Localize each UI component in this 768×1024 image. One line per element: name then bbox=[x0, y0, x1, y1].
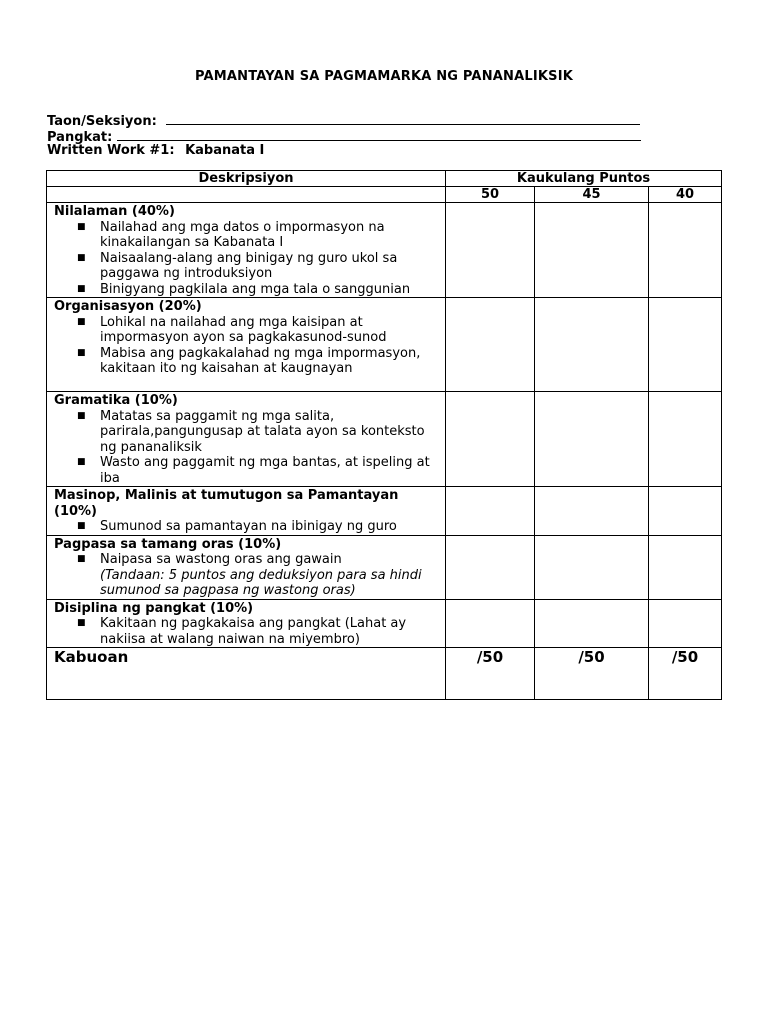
score-cell-40[interactable] bbox=[649, 487, 722, 536]
criterion-row bbox=[47, 599, 722, 648]
criterion-item: ■ Binigyang pagkilala ang mga tala o sanggunian bbox=[77, 281, 411, 297]
bullet-icon: ■ bbox=[77, 521, 86, 531]
criterion-cell bbox=[47, 487, 446, 536]
field-value: Kabanata I bbox=[185, 143, 265, 158]
score-cell-50[interactable] bbox=[446, 298, 535, 392]
rubric-table bbox=[46, 170, 722, 700]
score-cell-45[interactable] bbox=[535, 535, 649, 599]
field-taon-seksiyon bbox=[47, 112, 640, 129]
bullet-icon: ■ bbox=[77, 221, 86, 232]
score-cell-40[interactable] bbox=[649, 203, 722, 298]
criterion-item: ■ Mabisa ang pagkakalahad ng mga impormasyon, kakitaan ito ng kaisahan at kaugnayan bbox=[77, 345, 421, 376]
total-score-40[interactable]: /50 bbox=[649, 648, 722, 700]
total-label: Kabuoan bbox=[47, 648, 446, 700]
criterion-heading: Organisasyon (20%) bbox=[54, 299, 202, 314]
criterion-item: ■ Naipasa sa wastong oras ang gawain (Tandaan: 5 puntos ang deduksiyon para sa hindi sumunod sa pagpasa ng wastong oras) bbox=[100, 552, 439, 599]
header-points: Kaukulang Puntos bbox=[446, 171, 722, 187]
field-label: Pangkat: bbox=[47, 130, 113, 145]
criterion-heading: Pagpasa sa tamang oras (10%) bbox=[54, 536, 282, 552]
score-cell-50[interactable] bbox=[446, 203, 535, 298]
header-level-45: 45 bbox=[535, 187, 649, 203]
deduction-note: (Tandaan: 5 puntos ang deduksiyon para sa hindi sumunod sa pagpasa ng wastong oras) bbox=[100, 567, 422, 598]
criterion-heading: Masinop, Malinis at tumutugon sa Pamantayan (10%) bbox=[54, 488, 399, 519]
total-row bbox=[47, 648, 722, 700]
bullet-icon: ■ bbox=[77, 283, 86, 294]
bullet-icon: ■ bbox=[77, 410, 86, 421]
criterion-cell bbox=[47, 599, 446, 648]
field-written-work bbox=[47, 143, 264, 158]
criterion-item: ■ Lohikal na nailahad ang mga kaisipan at impormasyon ayon sa pagkakasunod-sunod bbox=[77, 314, 387, 345]
criterion-item: ■ Matatas sa paggamit ng mga salita, parirala,pangungusap at talata ayon sa konteksto ng pananaliksik bbox=[77, 408, 425, 455]
header-empty bbox=[47, 187, 446, 203]
bullet-icon: ■ bbox=[77, 618, 86, 628]
bullet-icon: ■ bbox=[77, 252, 86, 263]
score-cell-45[interactable] bbox=[535, 599, 649, 648]
criterion-cell bbox=[47, 298, 446, 392]
header-description: Deskripsiyon bbox=[47, 171, 446, 187]
score-cell-40[interactable] bbox=[649, 599, 722, 648]
score-cell-45[interactable] bbox=[535, 298, 649, 392]
score-cell-50[interactable] bbox=[446, 487, 535, 536]
blank-line[interactable] bbox=[117, 128, 641, 141]
criterion-item: ■ Sumunod sa pamantayan na ibinigay ng guro bbox=[77, 519, 397, 534]
bullet-icon: ■ bbox=[77, 554, 86, 564]
field-label: Written Work #1: bbox=[47, 143, 175, 158]
criterion-cell bbox=[47, 392, 446, 487]
criterion-row bbox=[47, 487, 722, 536]
score-cell-45[interactable] bbox=[535, 203, 649, 298]
field-label: Taon/Seksiyon: bbox=[47, 114, 157, 129]
header-level-40: 40 bbox=[649, 187, 722, 203]
score-cell-40[interactable] bbox=[649, 535, 722, 599]
criterion-heading: Disiplina ng pangkat (10%) bbox=[54, 600, 254, 616]
total-score-45[interactable]: /50 bbox=[535, 648, 649, 700]
score-cell-45[interactable] bbox=[535, 392, 649, 487]
score-cell-50[interactable] bbox=[446, 392, 535, 487]
criterion-heading: Gramatika (10%) bbox=[54, 393, 178, 408]
blank-line[interactable] bbox=[166, 112, 640, 125]
criterion-row bbox=[47, 535, 722, 599]
criterion-item: ■ Kakitaan ng pagkakaisa ang pangkat (Lahat ay nakiisa at walang naiwan na miyembro) bbox=[77, 616, 407, 647]
criterion-row bbox=[47, 203, 722, 298]
criterion-item: ■ Wasto ang paggamit ng mga bantas, at ispeling at iba bbox=[77, 455, 430, 486]
criterion-cell bbox=[47, 535, 446, 599]
bullet-icon: ■ bbox=[77, 316, 86, 327]
score-cell-40[interactable] bbox=[649, 298, 722, 392]
total-score-50[interactable]: /50 bbox=[446, 648, 535, 700]
header-level-50: 50 bbox=[446, 187, 535, 203]
score-cell-50[interactable] bbox=[446, 535, 535, 599]
score-cell-45[interactable] bbox=[535, 487, 649, 536]
criterion-item: ■ Naisaalang-alang ang binigay ng guro ukol sa paggawa ng introduksiyon bbox=[77, 250, 398, 281]
criterion-cell bbox=[47, 203, 446, 298]
criterion-row bbox=[47, 298, 722, 392]
criterion-item: ■ Nailahad ang mga datos o impormasyon na kinakailangan sa Kabanata I bbox=[77, 219, 385, 250]
score-cell-40[interactable] bbox=[649, 392, 722, 487]
criterion-row bbox=[47, 392, 722, 487]
criterion-heading: Nilalaman (40%) bbox=[54, 204, 175, 219]
score-cell-50[interactable] bbox=[446, 599, 535, 648]
page-title: PAMANTAYAN SA PAGMAMARKA NG PANANALIKSIK bbox=[194, 69, 574, 84]
bullet-icon: ■ bbox=[77, 457, 86, 467]
bullet-icon: ■ bbox=[77, 347, 86, 358]
